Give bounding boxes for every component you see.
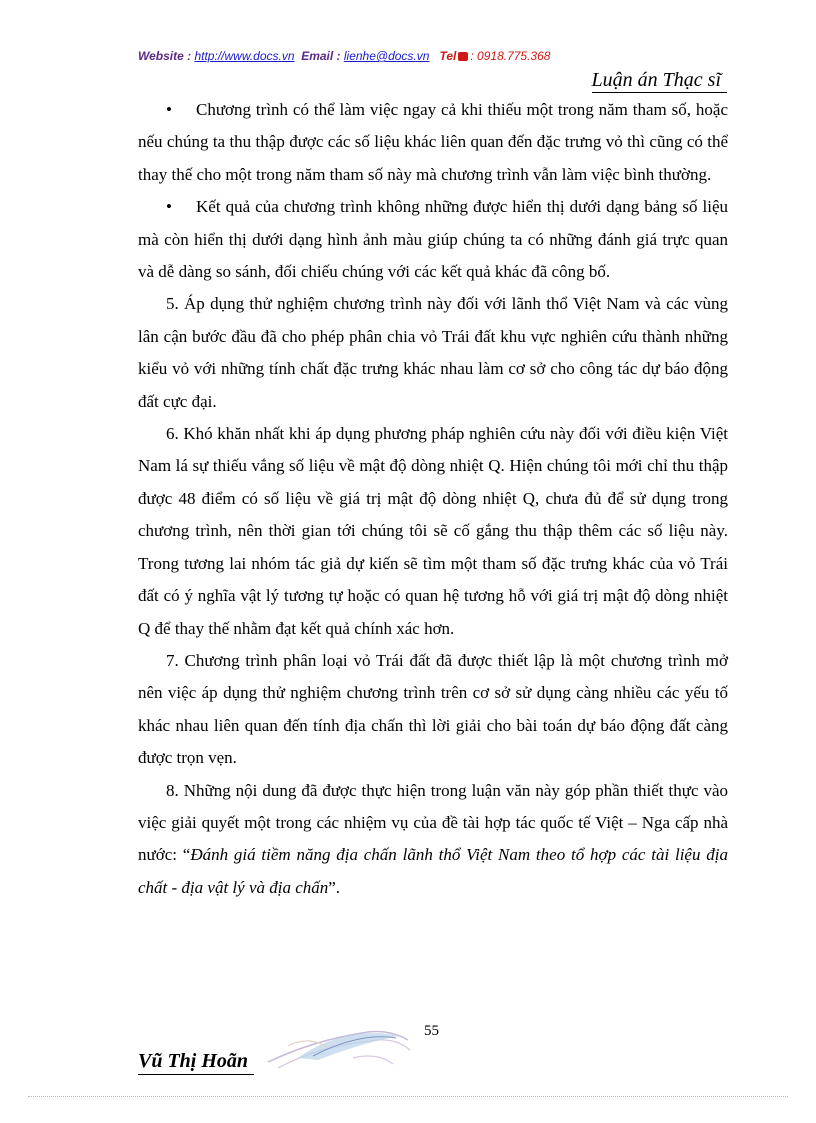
paragraph-6: 6. Khó khăn nhất khi áp dụng phương pháp nghiên cứu này đối với điều kiện Việt Nam lá sự thiếu vắng số liệu về mật độ dòng nhiệt Q. Hiện chúng tôi mới chỉ thu thập được 48 điểm có số liệu về giá trị mật độ dòng nhiệt Q, chưa đủ để sử dụng trong chương trình, nên thời gian tới chúng tôi sẽ cố gắng thu thập thêm các số liệu này. Trong tương lai nhóm tác giả dự kiến sẽ tìm một tham số đặc trưng khác của vỏ Trái đất có ý nghĩa vật lý tương tự hoặc có quan hệ tương hỗ với giá trị mật độ dòng nhiệt Q để thay thế nhằm đạt kết quả chính xác hơn. — [138, 424, 728, 638]
feather-ornament-icon — [258, 1018, 418, 1074]
tel-number: : 0918.775.368 — [470, 49, 551, 63]
paragraph-text-end: ”. — [328, 877, 341, 897]
footer-divider — [28, 1096, 788, 1097]
bullet-icon: • — [166, 197, 172, 217]
document-title: Luận án Thạc sĩ — [592, 68, 727, 93]
bullet-paragraph-2 — [138, 191, 728, 288]
phone-icon — [458, 52, 468, 61]
author-name: Vũ Thị Hoãn — [138, 1048, 254, 1075]
page-number: 55 — [424, 1023, 439, 1039]
paragraph-7: 7. Chương trình phân loại vỏ Trái đất đã được thiết lập là một chương trình mở nên việc áp dụng thử nghiệm chương trình trên cơ sở sử dụng càng nhiều các yếu tố khác nhau liên quan đến tính địa chấn thì lời giải cho bài toán dự báo động đất càng được trọn vẹn. — [138, 650, 728, 768]
tel-label: Tel — [439, 49, 457, 63]
email-link[interactable]: lienhe@docs.vn — [343, 49, 430, 63]
website-label: Website : — [138, 49, 195, 63]
bullet-paragraph-1 — [138, 94, 728, 191]
paragraph-text: Chương trình có thể làm việc ngay cả khi thiếu một trong năm tham số, hoặc nếu chúng ta thu thập được các số liệu khác liên quan đến đặc trưng vỏ thì cũng có thể thay thế cho một trong năm tham số này mà chương trình vẫn làm việc bình thường. — [138, 100, 728, 184]
document-body — [138, 94, 728, 904]
email-label: Email : — [301, 49, 344, 63]
paragraph-5: 5. Áp dụng thử nghiệm chương trình này đối với lãnh thổ Việt Nam và các vùng lân cận bước đầu đã cho phép phân chia vỏ Trái đất khu vực nghiên cứu thành những kiểu vỏ với những tính chất đặc trưng khác nhau làm cơ sở cho công tác dự báo động đất cực đại. — [138, 294, 728, 411]
quoted-title: Đánh giá tiềm năng địa chấn lãnh thổ Việt Nam theo tổ hợp các tài liệu địa chất - địa vật lý và địa chấn — [138, 845, 728, 897]
paragraph-text: Kết quả của chương trình không những được hiển thị dưới dạng bảng số liệu mà còn hiển thị dưới dạng hình ảnh màu giúp chúng ta có những đánh giá trực quan và dễ dàng so sánh, đối chiếu chúng với các kết quả khác đã công bố. — [138, 197, 728, 282]
page-header — [138, 49, 738, 63]
paragraph-8 — [138, 775, 728, 905]
website-link[interactable]: http://www.docs.vn — [194, 49, 295, 63]
paragraph-text: 8. Những nội dung đã được thực hiện trong luận văn này góp phần thiết thực vào việc giải quyết một trong các nhiệm vụ của đề tài hợp tác quốc tế Việt – Nga cấp nhà nước: “ — [138, 780, 728, 865]
bullet-icon: • — [166, 100, 172, 119]
